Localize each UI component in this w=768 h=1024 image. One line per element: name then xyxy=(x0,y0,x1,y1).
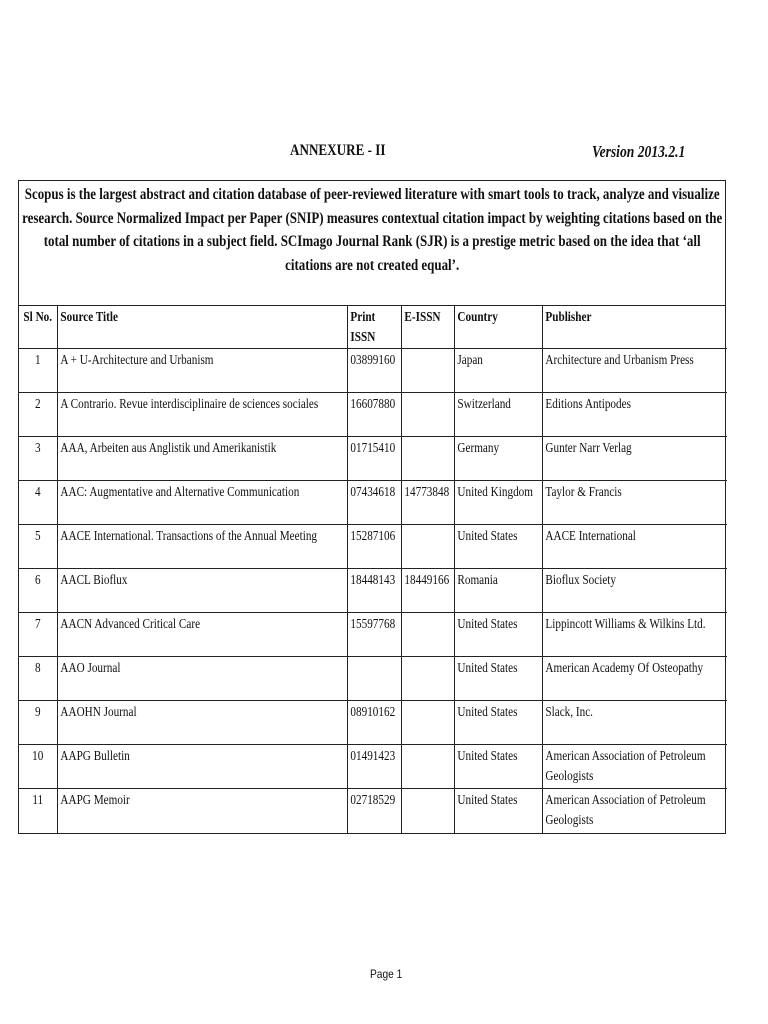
column-header-source-title: Source Title xyxy=(57,306,347,349)
source-title-cell: AAO Journal xyxy=(57,657,347,701)
print-issn-cell xyxy=(347,657,401,701)
publisher-cell: American Association of Petroleum Geologists xyxy=(542,789,727,833)
e-issn-cell xyxy=(401,613,454,657)
sl-no-cell: 5 xyxy=(19,525,57,569)
publisher-cell: Gunter Narr Verlag xyxy=(542,437,727,481)
sl-no-cell: 1 xyxy=(19,349,57,393)
country-cell: United States xyxy=(454,745,542,789)
e-issn-cell: 14773848 xyxy=(401,481,454,525)
source-title-cell: AACL Bioflux xyxy=(57,569,347,613)
sl-no-cell: 2 xyxy=(19,393,57,437)
table-row xyxy=(19,613,727,657)
journal-list-frame xyxy=(18,180,726,834)
e-issn-cell: 18449166 xyxy=(401,569,454,613)
publisher-cell: Editions Antipodes xyxy=(542,393,727,437)
table-header-row xyxy=(19,306,727,349)
e-issn-cell xyxy=(401,393,454,437)
print-issn-cell: 08910162 xyxy=(347,701,401,745)
country-cell: Germany xyxy=(454,437,542,481)
publisher-cell: Bioflux Society xyxy=(542,569,727,613)
sl-no-cell: 8 xyxy=(19,657,57,701)
sl-no-cell: 3 xyxy=(19,437,57,481)
table-row xyxy=(19,437,727,481)
publisher-cell: Slack, Inc. xyxy=(542,701,727,745)
country-cell: Japan xyxy=(454,349,542,393)
source-title-cell: AACN Advanced Critical Care xyxy=(57,613,347,657)
print-issn-cell: 16607880 xyxy=(347,393,401,437)
sl-no-cell: 11 xyxy=(19,789,57,833)
table-row xyxy=(19,349,727,393)
source-title-cell: AAPG Bulletin xyxy=(57,745,347,789)
column-header-publisher: Publisher xyxy=(542,306,727,349)
print-issn-cell: 07434618 xyxy=(347,481,401,525)
table-row xyxy=(19,657,727,701)
table-row xyxy=(19,789,727,833)
source-title-cell: AAOHN Journal xyxy=(57,701,347,745)
country-cell: United Kingdom xyxy=(454,481,542,525)
e-issn-cell xyxy=(401,745,454,789)
country-cell: United States xyxy=(454,789,542,833)
e-issn-cell xyxy=(401,657,454,701)
e-issn-cell xyxy=(401,701,454,745)
source-title-cell: AAPG Memoir xyxy=(57,789,347,833)
sl-no-cell: 4 xyxy=(19,481,57,525)
country-cell: Romania xyxy=(454,569,542,613)
country-cell: United States xyxy=(454,701,542,745)
source-title-cell: AACE International. Transactions of the Annual Meeting xyxy=(57,525,347,569)
journal-table xyxy=(19,306,727,833)
print-issn-cell: 03899160 xyxy=(347,349,401,393)
print-issn-cell: 02718529 xyxy=(347,789,401,833)
source-title-cell: AAC: Augmentative and Alternative Communication xyxy=(57,481,347,525)
publisher-cell: American Association of Petroleum Geologists xyxy=(542,745,727,789)
print-issn-cell: 15597768 xyxy=(347,613,401,657)
table-row xyxy=(19,525,727,569)
sl-no-cell: 7 xyxy=(19,613,57,657)
version-label: Version 2013.2.1 xyxy=(592,142,686,161)
table-row xyxy=(19,701,727,745)
sl-no-cell: 10 xyxy=(19,745,57,789)
column-header-country: Country xyxy=(454,306,542,349)
print-issn-cell: 18448143 xyxy=(347,569,401,613)
source-title-cell: A Contrario. Revue interdisciplinaire de sciences sociales xyxy=(57,393,347,437)
table-row xyxy=(19,481,727,525)
print-issn-cell: 01715410 xyxy=(347,437,401,481)
publisher-cell: Architecture and Urbanism Press xyxy=(542,349,727,393)
page-number: Page 1 xyxy=(370,967,403,981)
column-header-sl-no: Sl No. xyxy=(23,310,53,325)
e-issn-cell xyxy=(401,349,454,393)
source-title-cell: AAA, Arbeiten aus Anglistik und Amerikanistik xyxy=(57,437,347,481)
country-cell: United States xyxy=(454,525,542,569)
sl-no-cell: 6 xyxy=(19,569,57,613)
sl-no-cell: 9 xyxy=(19,701,57,745)
country-cell: Switzerland xyxy=(454,393,542,437)
intro-text: Scopus is the largest abstract and citation database of peer-reviewed literature with smart tools to track, analyze and visualize research. Source Normalized Impact per Paper (SNIP) measures contextual citation impact by weighting citations based on the total number of citations in a subject field. SCImago Journal Rank (SJR) is a prestige metric based on the idea that ‘all citations are not created equal’. xyxy=(22,186,723,274)
intro-box xyxy=(19,181,725,306)
publisher-cell: AACE International xyxy=(542,525,727,569)
country-cell: United States xyxy=(454,657,542,701)
e-issn-cell xyxy=(401,525,454,569)
e-issn-cell xyxy=(401,789,454,833)
annexure-title: ANNEXURE - II xyxy=(290,142,386,159)
table-row xyxy=(19,393,727,437)
publisher-cell: American Academy Of Osteopathy xyxy=(542,657,727,701)
e-issn-cell xyxy=(401,437,454,481)
column-header-e-issn: E-ISSN xyxy=(401,306,454,349)
country-cell: United States xyxy=(454,613,542,657)
source-title-cell: A + U-Architecture and Urbanism xyxy=(57,349,347,393)
publisher-cell: Taylor & Francis xyxy=(542,481,727,525)
publisher-cell: Lippincott Williams & Wilkins Ltd. xyxy=(542,613,727,657)
print-issn-cell: 15287106 xyxy=(347,525,401,569)
table-row xyxy=(19,745,727,789)
table-row xyxy=(19,569,727,613)
column-header-print-issn: Print ISSN xyxy=(347,306,401,349)
print-issn-cell: 01491423 xyxy=(347,745,401,789)
